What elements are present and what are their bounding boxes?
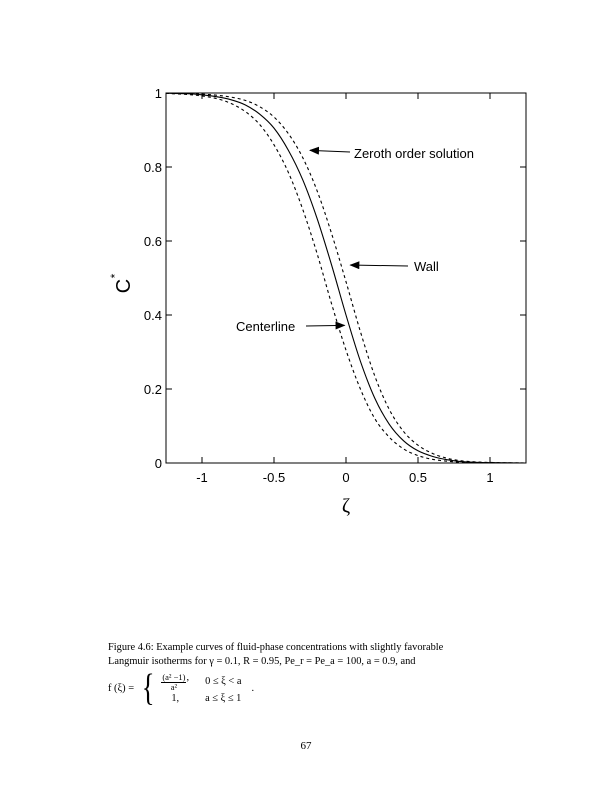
annotation-arrow [310,150,350,152]
y-axis-label [108,273,135,293]
x-tick-label: -1 [196,470,208,485]
left-brace: { [141,667,155,710]
case-1-condition: 0 ≤ ξ < a [205,675,242,687]
page-number: 67 [300,740,312,752]
x-tick-label: 0.5 [408,470,428,485]
annotation-arrow [350,265,408,266]
fraction-denominator: a² [170,682,178,693]
y-tick-label: 0.8 [143,160,162,175]
case-1-comma: , [186,672,190,684]
annotation-arrow [306,325,345,326]
caption-formula [108,667,528,710]
y-tick-label: 0.4 [143,308,162,323]
x-tick-label: 1 [486,470,494,485]
caption-line-2: Langmuir isotherms for γ = 0.1, R = 0.95, Pe_r = Pe_a = 100, a = 0.9, and [108,655,416,667]
figure-caption [108,641,528,710]
y-tick-label: 0 [154,456,162,471]
y-tick-label: 1 [154,86,162,101]
case-2-value: 1, [171,693,180,705]
fraction-numerator: (a² −1) [162,672,186,683]
y-axis-label-star: * [108,273,122,279]
annotation-label: Centerline [236,319,296,334]
annotation-label: Zeroth order solution [354,146,474,161]
x-tick-label: 0 [342,470,350,485]
y-tick-label: 0.2 [143,382,162,397]
fraction [161,673,186,692]
chart-annotations [236,146,474,334]
caption-line-1: Figure 4.6: Example curves of fluid-phase concentrations with slightly favorable [108,642,444,653]
formula-end: . [251,682,255,694]
x-axis-label: ζ [341,495,351,517]
x-tick-label: -0.5 [262,470,286,485]
y-axis-label-text: C [113,278,135,294]
formula-cases [161,671,241,706]
case-1-value [161,671,189,692]
annotation-label: Wall [414,259,439,274]
case-2-condition: a ≤ ξ ≤ 1 [205,693,242,705]
y-tick-label: 0.6 [143,234,162,249]
formula-lhs: f (ξ) = [108,682,135,694]
